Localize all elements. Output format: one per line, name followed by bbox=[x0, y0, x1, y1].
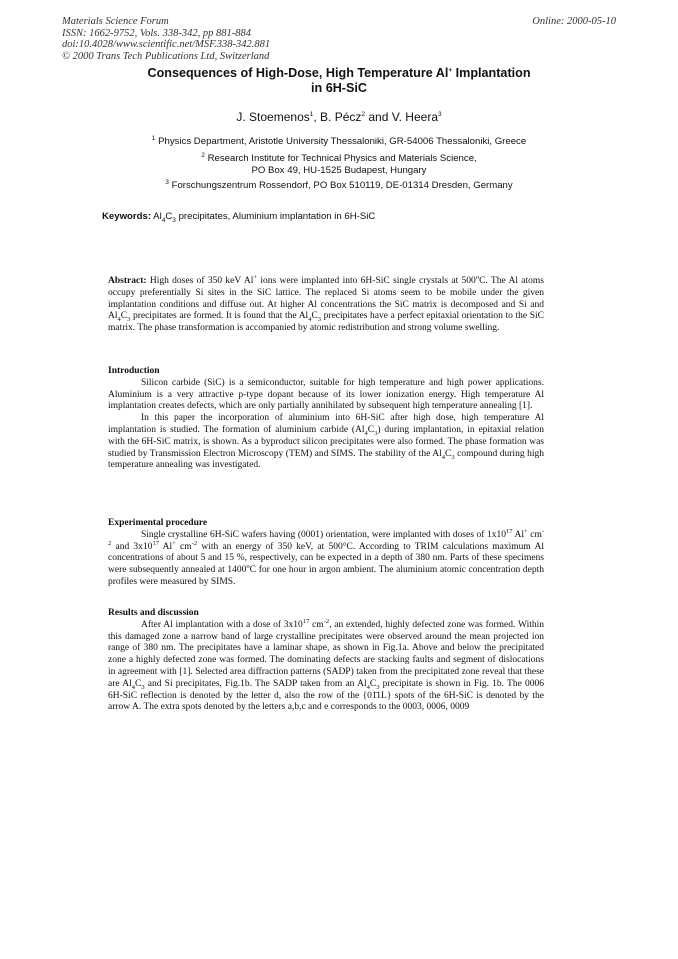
issn-line: ISSN: 1662-9752, Vols. 338-342, pp 881-884 bbox=[62, 27, 251, 39]
section-heading: Experimental procedure bbox=[108, 518, 208, 528]
section-heading: Introduction bbox=[108, 366, 160, 376]
author-name: V. Heera bbox=[391, 110, 438, 124]
affiliation-1: $^1$ Physics Department, Aristotle University Thessaloniki, GR-54006 Thessaloniki, Greece bbox=[151, 134, 527, 147]
paragraph: After Al implantation with a dose of $3x10^{17}$ $cm^{-2}$, an extended, highly defected zone was formed. Within this damaged zone a narrow band of large crystalline precipitates were observed around the mean projected ion range of 380 nm. The precipitates have a laminar shape, as shown in Fig.1a. Above and below the precipitated zone a highly defected zone was formed. The dominating defects are stacking faults and segment of dislocations in agreement with [1]. Selected area diffraction patterns (SADP) taken from the precipitated zone reveal that these are $Al_4C_3$ and Si precipitates, Fig.1b. The SADP taken from an $Al_4C_3$ precipitate is shown in Fig. 1b. The 0006 6H-SiC reflection is denoted by the letter d, also the row of the {01̄1L} spots of the 6H-SiC is denoted by the arrow A. The extra spots denoted by the letters a,b,c and e corresponds to the 0003, 0006, 0009 bbox=[108, 617, 544, 713]
online-date: Online: 2000-05-10 bbox=[532, 16, 616, 27]
paragraph: Silicon carbide (SiC) is a semiconductor, suitable for high temperature and high power applications. Aluminium is a very attractive p-type dopant because of its lower ionization energy. High temperature Al implantation creates defects, which are only partially annihilated by subsequent high temperature annealing [1]. bbox=[108, 377, 544, 412]
section-introduction bbox=[108, 366, 544, 472]
section-results bbox=[108, 608, 544, 714]
section-experimental bbox=[108, 518, 544, 589]
paragraph: Single crystalline 6H-SiC wafers having (0001) orientation, were implanted with doses of $1x10^{17}$ Al+ $cm^{-2}$ and $3x10^{17}$ Al+ $cm^{-2}$ with an energy of 350 keV, at 500°C. According to TRIM calculations maximum Al concentrations of about 5 and 15 %, respectively, can be expected in a depth of 380 nm. Parts of these specimens were subsequently annealed at 1400$^o$C for one hour in argon ambient. The aluminium atomic concentration depth profiles were measured by SIMS. bbox=[108, 527, 545, 587]
author-list: J. Stoemenos$^1$, B. Pécz$^2$ and V. Heera$^3$ bbox=[236, 110, 442, 124]
keywords: Keywords: $Al_4C_3$ precipitates, Aluminium implantation in 6H-SiC bbox=[102, 211, 376, 224]
journal-name: Materials Science Forum bbox=[62, 16, 169, 27]
abstract-label: Abstract: bbox=[108, 276, 147, 286]
doi-line[interactable]: doi:10.4028/www.scientific.net/MSF.338-342.881 bbox=[62, 39, 271, 51]
paragraph: In this paper the incorporation of aluminium into 6H-SiC after high dose, high temperature Al implantation is studied. The formation of aluminium carbide $(Al_4C_3)$ during implantation, in epitaxial relation with the 6H-SiC matrix, is shown. As a byproduct silicon precipitates were also formed. The phase formation was studied by Transmission Electron Microscopy (TEM) and SIMS. The stability of the $Al_4C_3$ compound during high temperature annealing was investigated. bbox=[108, 413, 544, 471]
running-header bbox=[62, 16, 392, 62]
copyright-line: © 2000 Trans Tech Publications Ltd, Switzerland bbox=[62, 50, 270, 62]
section-heading: Results and discussion bbox=[108, 608, 199, 618]
affiliation-2: $^2$ Research Institute for Technical Physics and Materials Science, PO Box 49, HU-1525 Budapest, Hungary bbox=[201, 151, 477, 176]
paper-title: Consequences of High-Dose, High Temperature Al+ Implantation in 6H-SiC bbox=[147, 66, 531, 95]
affiliation-3: $^3$ Forschungszentrum Rossendorf, PO Box 510119, DE-01314 Dresden, Germany bbox=[165, 178, 513, 191]
keywords-label: Keywords: bbox=[102, 211, 152, 222]
author-name: J. Stoemenos bbox=[236, 110, 310, 124]
author-name: B. Pécz bbox=[320, 110, 362, 124]
abstract: Abstract: High doses of 350 keV Al+ ions were implanted into 6H-SiC single crystals at 500$^o$C. The Al atoms occupy preferentially Si sites in the SiC lattice. The replaced Si atoms seem to be mobile under the given implantation conditions and diffuse out. At higher Al concentrations the SiC matrix is decomposed and Si and $Al_4C_3$ precipitates are formed. It is found that the $Al_4C_3$ precipitates have a perfect epitaxial orientation to the SiC matrix. The phase transformation is accompanied by atomic redistribution and strong volume swelling. bbox=[108, 273, 544, 334]
